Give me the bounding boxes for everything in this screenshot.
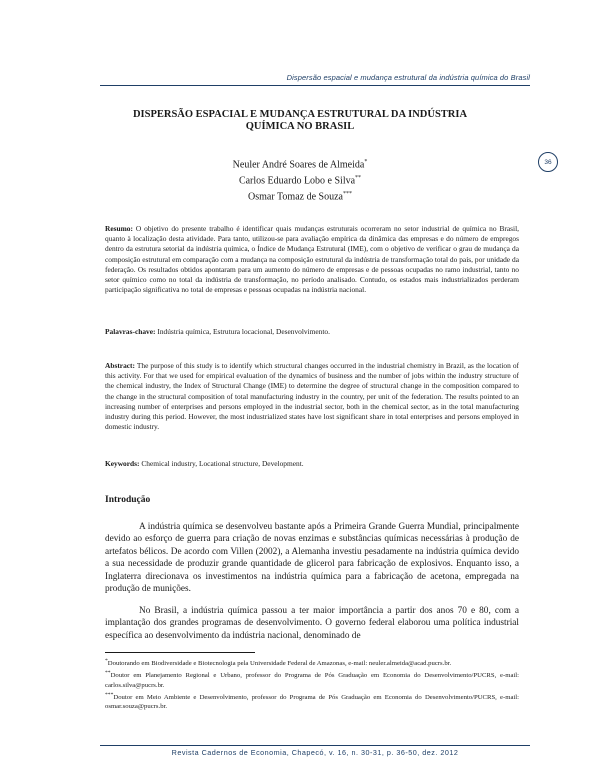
footnote-mark: ** — [105, 670, 111, 677]
author-name: Osmar Tomaz de Souza — [248, 190, 343, 202]
author-mark: ** — [355, 174, 362, 181]
abstract-label: Abstract: — [105, 361, 135, 370]
footnote — [105, 669, 519, 689]
article-title: DISPERSÃO ESPACIAL E MUDANÇA ESTRUTURAL DA INDÚSTRIA QUÍMICA NO BRASIL — [132, 109, 468, 132]
footnote-rule — [105, 652, 255, 653]
footnote-text: Doutor em Planejamento Regional e Urbano, professor do Programa de Pós Graduação em Economia do Desenvolvimento/PUCRS, e-mail: carlos.silva@pucrs.br. — [105, 672, 519, 689]
journal-footer: Revista Cadernos de Economia, Chapecó, v. 16, n. 30-31, p. 36-50, dez. 2012 — [171, 748, 459, 757]
paragraph: A indústria química se desenvolveu bastante após a Primeira Grande Guerra Mundial, principalmente devido ao esforço de guerra para criação de novas enzimas e substâncias químicas necessárias à produção de artefatos bélicos. De acordo com Villen (2002), a Alemanha investiu pesadamente na indústria química devido a sua necessidade de produzir grande quantidade de glicerol para fabricação de explosivos. Enquanto isso, a Inglaterra direcionava os investimentos na indústria química para a fabricação de acetona, empregada na produção de munições. — [105, 522, 519, 595]
author-name: Carlos Eduardo Lobo e Silva — [238, 175, 356, 187]
resumo-text: O objetivo do presente trabalho é identificar quais mudanças estruturais ocorreram no setor industrial de química no Brasil, quanto à localização desta atividade. Para tanto, utilizou-se para avaliação empírica da dinâmica das empresas e do número de empregos dentro da estrutura setorial da indústria química, o Índice de Mudança Estrutural (IME), com o objetivo de verificar o grau de mudança da composição estrutural em comparação com a mudança na composição estrutural da indústria de transformação total do país, por unidade da federação. Os resultados obtidos apontaram para um aumento do número de empresas e de pessoas ocupadas no ramo industrial, tanto no setor químico como no total da indústria de transformação, no período analisado. Contudo, os estados mais industrializados perderam participação significativa no total de empresas e pessoas ocupadas na indústria nacional. — [105, 224, 519, 295]
paragraph: No Brasil, a indústria química passou a ter maior importância a partir dos anos 70 e 80, com a implantação dos grandes programas de desenvolvimento. O governo federal elaborou uma política industrial específica ao desenvolvimento da indústria nacional, denominado de — [105, 606, 519, 641]
footer-rule — [100, 745, 530, 746]
running-head: Dispersão espacial e mudança estrutural da indústria química do Brasil — [286, 73, 530, 82]
resumo-block — [105, 224, 519, 295]
header-rule — [100, 85, 530, 86]
author-mark: *** — [342, 190, 352, 197]
keywords-label: Keywords: — [105, 459, 140, 468]
author-2 — [160, 172, 440, 188]
author-list — [160, 156, 440, 203]
section-heading: Introdução — [105, 495, 151, 505]
footnote — [105, 657, 519, 668]
author-name: Neuler André Soares de Almeida — [232, 159, 365, 171]
footnotes — [105, 657, 519, 712]
palavras-chave-block — [105, 327, 519, 337]
page-number-badge — [538, 152, 558, 172]
page-number: 36 — [544, 158, 552, 166]
abstract-text: The purpose of this study is to identify which structural changes occurred in the industrial chemistry in Brazil, as the location of this activity. For that we used for empirical evaluation of the dynamics of business and the number of jobs within the industry structure of the chemical industry, the Index of Structural Change (IME) to determine the degree of structural change in the composition compared to the change in the structural composition of total manufacturing industry in the country, per unit of the federation. The results pointed to an increasing number of enterprises and persons employed in the industrial sector, both in the chemical sector, as in the total manufacturing industry during this period. However, the most industrialized states have lost significant share in total enterprises and persons employed in domestic industry. — [105, 361, 519, 432]
footnote-text: Doutor em Meio Ambiente e Desenvolvimento, professor do Programa de Pós Graduação em Economia do Desenvolvimento/PUCRS, e-mail: osmar.souza@pucrs.br. — [105, 693, 519, 711]
author-mark: * — [364, 159, 368, 165]
resumo-label: Resumo: — [105, 224, 133, 233]
author-3 — [160, 188, 440, 204]
footnote-mark: *** — [105, 691, 114, 698]
footnote-mark: * — [105, 658, 108, 664]
author-1 — [160, 156, 440, 172]
footnote — [105, 691, 519, 711]
footnote-text: Doutorando em Biodiversidade e Biotecnologia pela Universidade Federal de Amazonas, e-mail: neuler.almeida@acad.pucrs.br. — [107, 660, 452, 668]
keywords-text: Chemical industry, Locational structure, Development. — [141, 459, 304, 468]
palavras-chave-label: Palavras-chave: — [105, 327, 156, 336]
keywords-block — [105, 459, 519, 469]
abstract-block — [105, 361, 519, 432]
palavras-chave-text: Indústria química, Estrutura locacional, Desenvolvimento. — [157, 327, 330, 336]
